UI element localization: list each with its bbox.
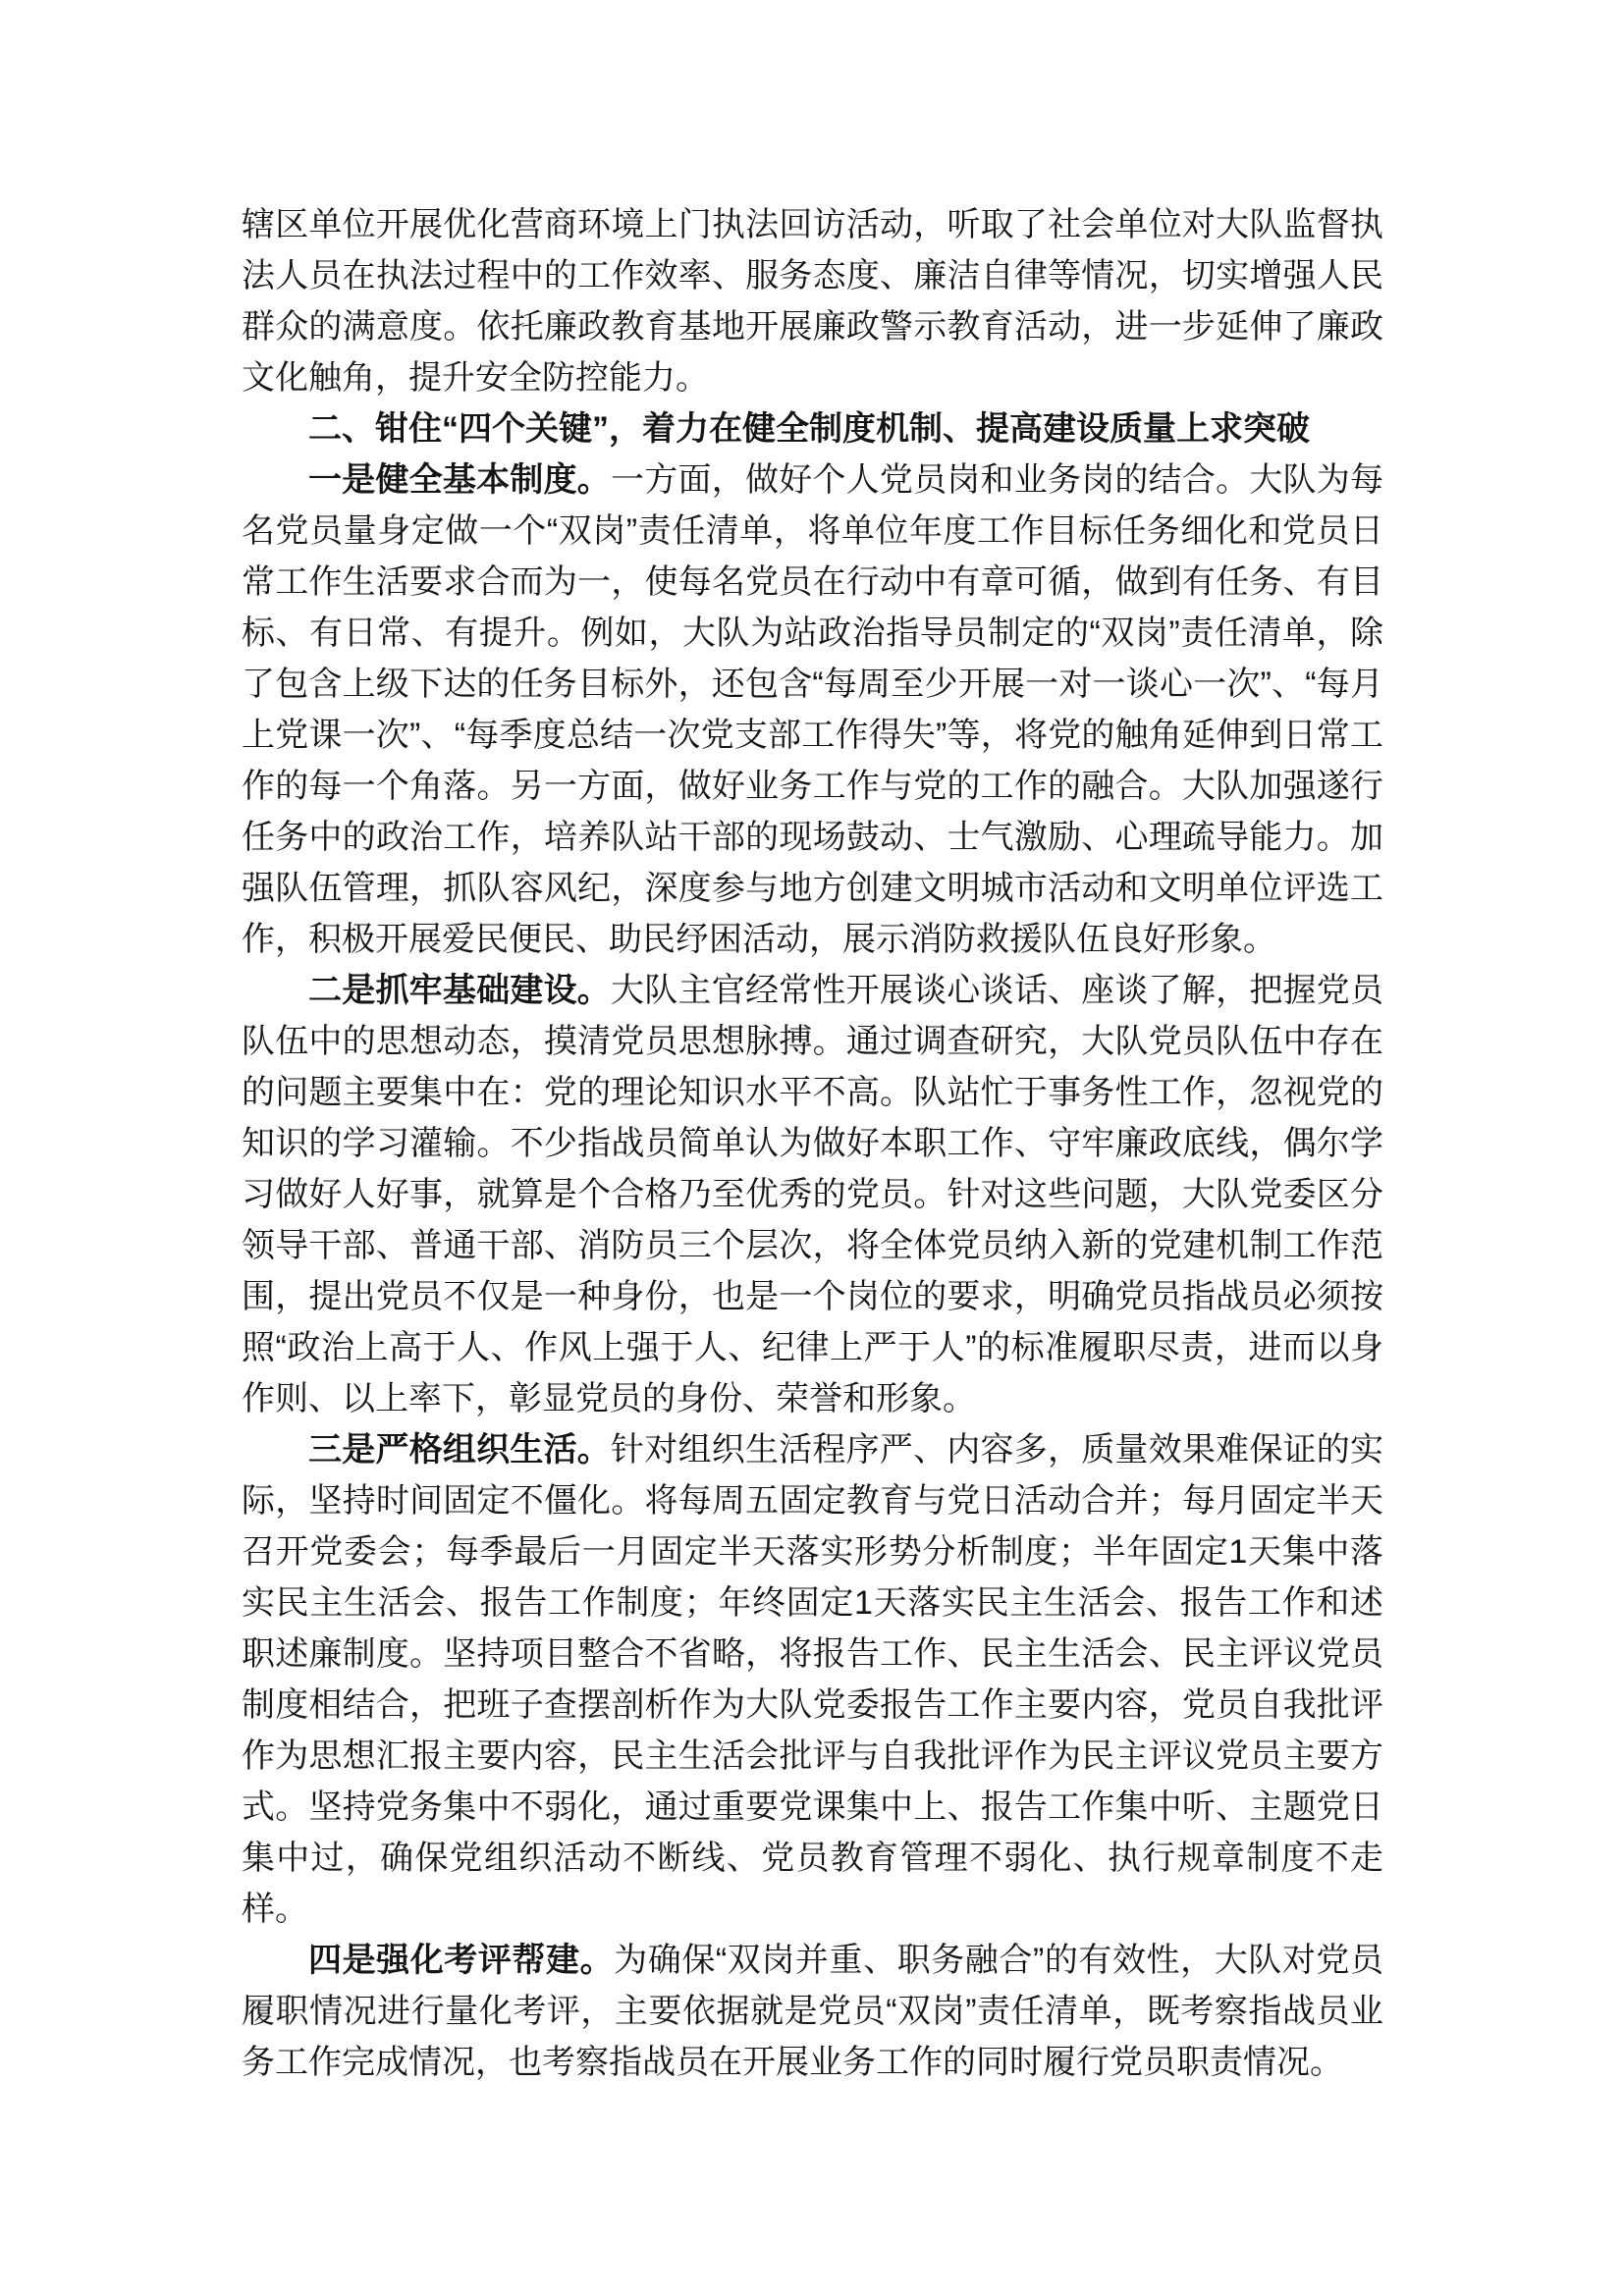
paragraph-lead-bold: 四是强化考评帮建。 [308, 1942, 615, 1979]
paragraph-text: 为确保“双岗并重、职务融合”的有效性，大队对党员履职情况进行量化考评，主要依据就是党员“双岗”责任清单，既考察指战员业务工作完成情况，也考察指战员在开展业务工作的同时履行党员职责情况。 [242, 1942, 1383, 2081]
paragraph-body [242, 1935, 1383, 2088]
paragraph-body [242, 454, 1383, 965]
paragraph-lead-bold: 二是抓牢基础建设。 [308, 972, 612, 1009]
paragraph-body: 辖区单位开展优化营商环境上门执法回访活动，听取了社会单位对大队监督执法人员在执法过程中的工作效率、服务态度、廉洁自律等情况，切实增强人民群众的满意度。依托廉政教育基地开展廉政警示教育活动，进一步延伸了廉政文化触角，提升安全防控能力。 [242, 206, 1383, 397]
paragraph-text: 一方面，做好个人党员岗和业务岗的结合。大队为每名党员量身定做一个“双岗”责任清单，将单位年度工作目标任务细化和党员日常工作生活要求合而为一，使每名党员在行动中有章可循，做到有任务、有目标、有日常、有提升。例如，大队为站政治指导员制定的“双岗”责任清单，除了包含上级下达的任务目标外，还包含“每周至少开展一对一谈心一次”、“每月上党课一次”、“每季度总结一次党支部工作得失”等，将党的触角延伸到日常工作的每一个角落。另一方面，做好业务工作与党的工作的融合。大队加强遂行任务中的政治工作，培养队站干部的现场鼓动、士气激励、心理疏导能力。加强队伍管理，抓队容风纪，深度参与地方创建文明城市活动和文明单位评选工作，积极开展爱民便民、助民纾困活动，展示消防救援队伍良好形象。 [242, 461, 1384, 958]
paragraph-lead-bold: 一是健全基本制度。 [308, 461, 612, 499]
paragraph-lead-bold: 三是严格组织生活。 [308, 1431, 612, 1468]
paragraph-body [242, 965, 1383, 1424]
page-content [242, 199, 1383, 2088]
paragraph-body [242, 1424, 1383, 1935]
paragraph-text: 大队主官经常性开展谈心谈话、座谈了解，把握党员队伍中的思想动态，摸清党员思想脉搏。通过调查研究，大队党员队伍中存在的问题主要集中在：党的理论知识水平不高。队站忙于事务性工作，忽视党的知识的学习灌输。不少指战员简单认为做好本职工作、守牢廉政底线，偶尔学习做好人好事，就算是个合格乃至优秀的党员。针对这些问题，大队党委区分领导干部、普通干部、消防员三个层次，将全体党员纳入新的党建机制工作范围，提出党员不仅是一种身份，也是一个岗位的要求，明确党员指战员必须按照“政治上高于人、作风上强于人、纪律上严于人”的标准履职尽责，进而以身作则、以上率下，彰显党员的身份、荣誉和形象。 [242, 972, 1384, 1417]
paragraph-text: 针对组织生活程序严、内容多，质量效果难保证的实际，坚持时间固定不僵化。将每周五固定教育与党日活动合并；每月固定半天召开党委会；每季最后一月固定半天落实形势分析制度；半年固定1天集中落实民主生活会、报告工作制度；年终固定1天落实民主生活会、报告工作和述职述廉制度。坚持项目整合不省略，将报告工作、民主生活会、民主评议党员制度相结合，把班子查摆剖析作为大队党委报告工作主要内容，党员自我批评作为思想汇报主要内容，民主生活会批评与自我批评作为民主评议党员主要方式。坚持党务集中不弱化，通过重要党课集中上、报告工作集中听、主题党日集中过，确保党组织活动不断线、党员教育管理不弱化、执行规章制度不走样。 [242, 1431, 1384, 1928]
section-heading: 二、钳住“四个关键”，着力在健全制度机制、提高建设质量上求突破 [308, 410, 1310, 448]
